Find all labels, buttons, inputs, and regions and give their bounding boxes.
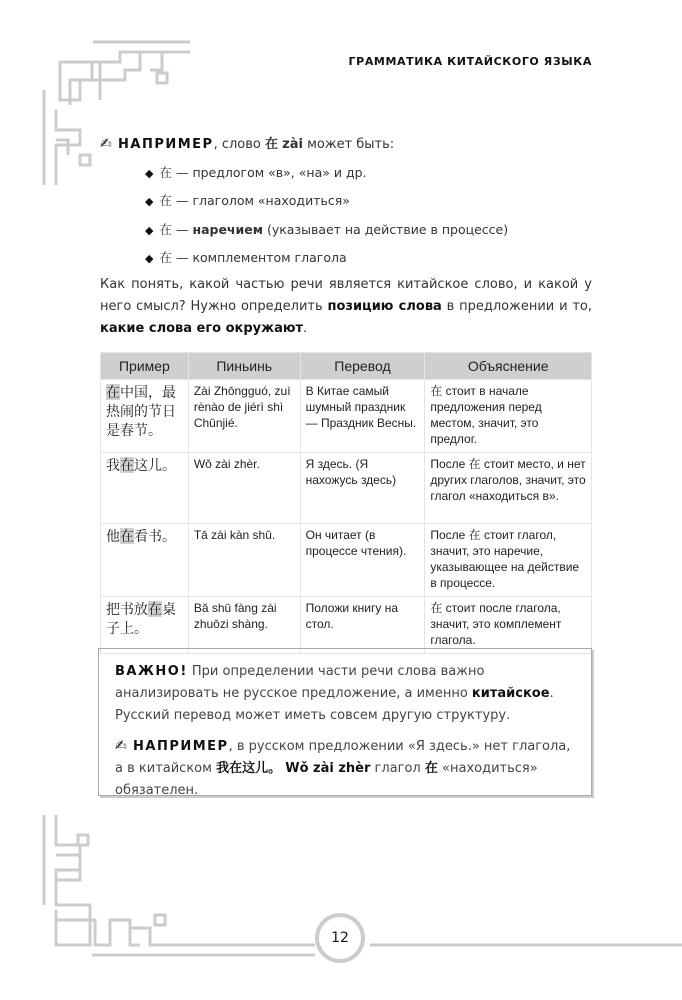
example-label: НАПРИМЕР [133, 739, 229, 754]
bold-text: китайское [471, 686, 550, 701]
cell-pinyin: Bǎ shū fàng zài zhuōzi shàng. [188, 597, 300, 654]
cell-example: 在中国，最热闹的节日是春节。 [101, 380, 189, 453]
dash: — [171, 222, 193, 237]
hanzi: 我在这儿。 [216, 761, 282, 776]
bullet-item [145, 248, 347, 266]
diamond-icon: ◆ [145, 167, 154, 180]
example-hanzi: 在 [265, 137, 279, 152]
cell-translation: Он читает (в процессе чтения). [300, 524, 425, 597]
example-text: может быть: [302, 137, 395, 152]
example-label: НАПРИМЕР [118, 137, 214, 152]
pen-writing-icon: ✍ [115, 738, 127, 754]
table-row [101, 597, 592, 654]
diamond-icon: ◆ [145, 252, 154, 265]
cell-translation: В Китае самый шумный праздник — Праздник Весны. [300, 380, 425, 453]
cell-explanation: После 在 стоит глагол, значит, это наречие, указывающее на действие в процессе. [425, 524, 592, 597]
diamond-icon: ◆ [145, 224, 154, 237]
cell-explanation: 在 стоит после глагола, значит, это комплемент глагола. [425, 597, 592, 654]
dash: — [171, 165, 193, 180]
cell-pinyin: Zài Zhōngguó, zuì rènào de jiérì shì Chūnjié. [188, 380, 300, 453]
text: глагол [370, 761, 425, 776]
bold-text: позицию слова [327, 299, 442, 314]
note-label: ВАЖНО! [115, 664, 188, 679]
cell-example: 我在这儿。 [101, 453, 189, 524]
text: . [303, 321, 308, 336]
col-header: Пример [101, 353, 189, 380]
table-row [101, 380, 592, 453]
bullet-text: глаголом «находиться» [192, 193, 350, 208]
col-header: Пиньинь [188, 353, 300, 380]
bullet-item [145, 191, 350, 209]
example-intro [100, 133, 394, 152]
examples-table [100, 352, 592, 654]
bullet-bold: наречием [192, 222, 263, 237]
text: , в русском предложении «Я здесь.» нет глагола, а в китайском [115, 739, 571, 776]
bullet-hanzi: 在 [159, 193, 172, 208]
bullet-hanzi: 在 [159, 165, 172, 180]
cell-translation: Я здесь. (Я нахожусь здесь) [300, 453, 425, 524]
dash: — [171, 250, 193, 265]
note-example [115, 735, 575, 802]
bullet-text: комплементом глагола [192, 250, 347, 265]
bullet-hanzi: 在 [159, 222, 172, 237]
bullet-text: предлогом «в», «на» и др. [192, 165, 367, 180]
table-header-row [101, 353, 592, 380]
body-paragraph [100, 274, 592, 340]
bullet-item [145, 163, 367, 181]
text: в предложении и то, [441, 299, 593, 314]
cell-example: 把书放在桌子上。 [101, 597, 189, 654]
bold-text: какие слова его окружают [100, 321, 304, 336]
text: . Русский перевод может иметь совсем другую структуру. [115, 686, 554, 723]
col-header: Перевод [300, 353, 425, 380]
bullet-item [145, 220, 508, 238]
important-note-box [98, 648, 592, 796]
bullet-text: (указывает на действие в процессе) [262, 222, 509, 237]
example-pinyin: zài [282, 137, 303, 152]
cell-pinyin: Wǒ zài zhèr. [188, 453, 300, 524]
page-number: 12 [315, 913, 365, 963]
cell-explanation: 在 стоит в начале предложения перед местом, значит, это предлог. [425, 380, 592, 453]
bullet-hanzi: 在 [159, 250, 172, 265]
text: Как понять, какой частью речи является китайское слово, и какой у него смысл? Нужно определить [100, 277, 592, 314]
table-row [101, 453, 592, 524]
cell-translation: Положи книгу на стол. [300, 597, 425, 654]
pinyin: Wǒ zài zhèr [285, 761, 371, 776]
pen-writing-icon: ✍ [100, 136, 112, 152]
diamond-icon: ◆ [145, 195, 154, 208]
hanzi: 在 [424, 761, 438, 776]
running-header: ГРАММАТИКА КИТАЙСКОГО ЯЗЫКА [348, 55, 592, 68]
cell-example: 他在看书。 [101, 524, 189, 597]
col-header: Объяснение [425, 353, 592, 380]
text: При определении части речи слова важно анализировать не русское предложение, а именно [115, 664, 485, 701]
cell-explanation: После 在 стоит место, и нет других глаголов, значит, это глагол «находиться в». [425, 453, 592, 524]
cell-pinyin: Tā zài kàn shū. [188, 524, 300, 597]
text: «находиться» обязателен. [115, 761, 538, 798]
note-paragraph [115, 661, 575, 727]
dash: — [171, 193, 193, 208]
table-row [101, 524, 592, 597]
example-text: , слово [213, 137, 266, 152]
